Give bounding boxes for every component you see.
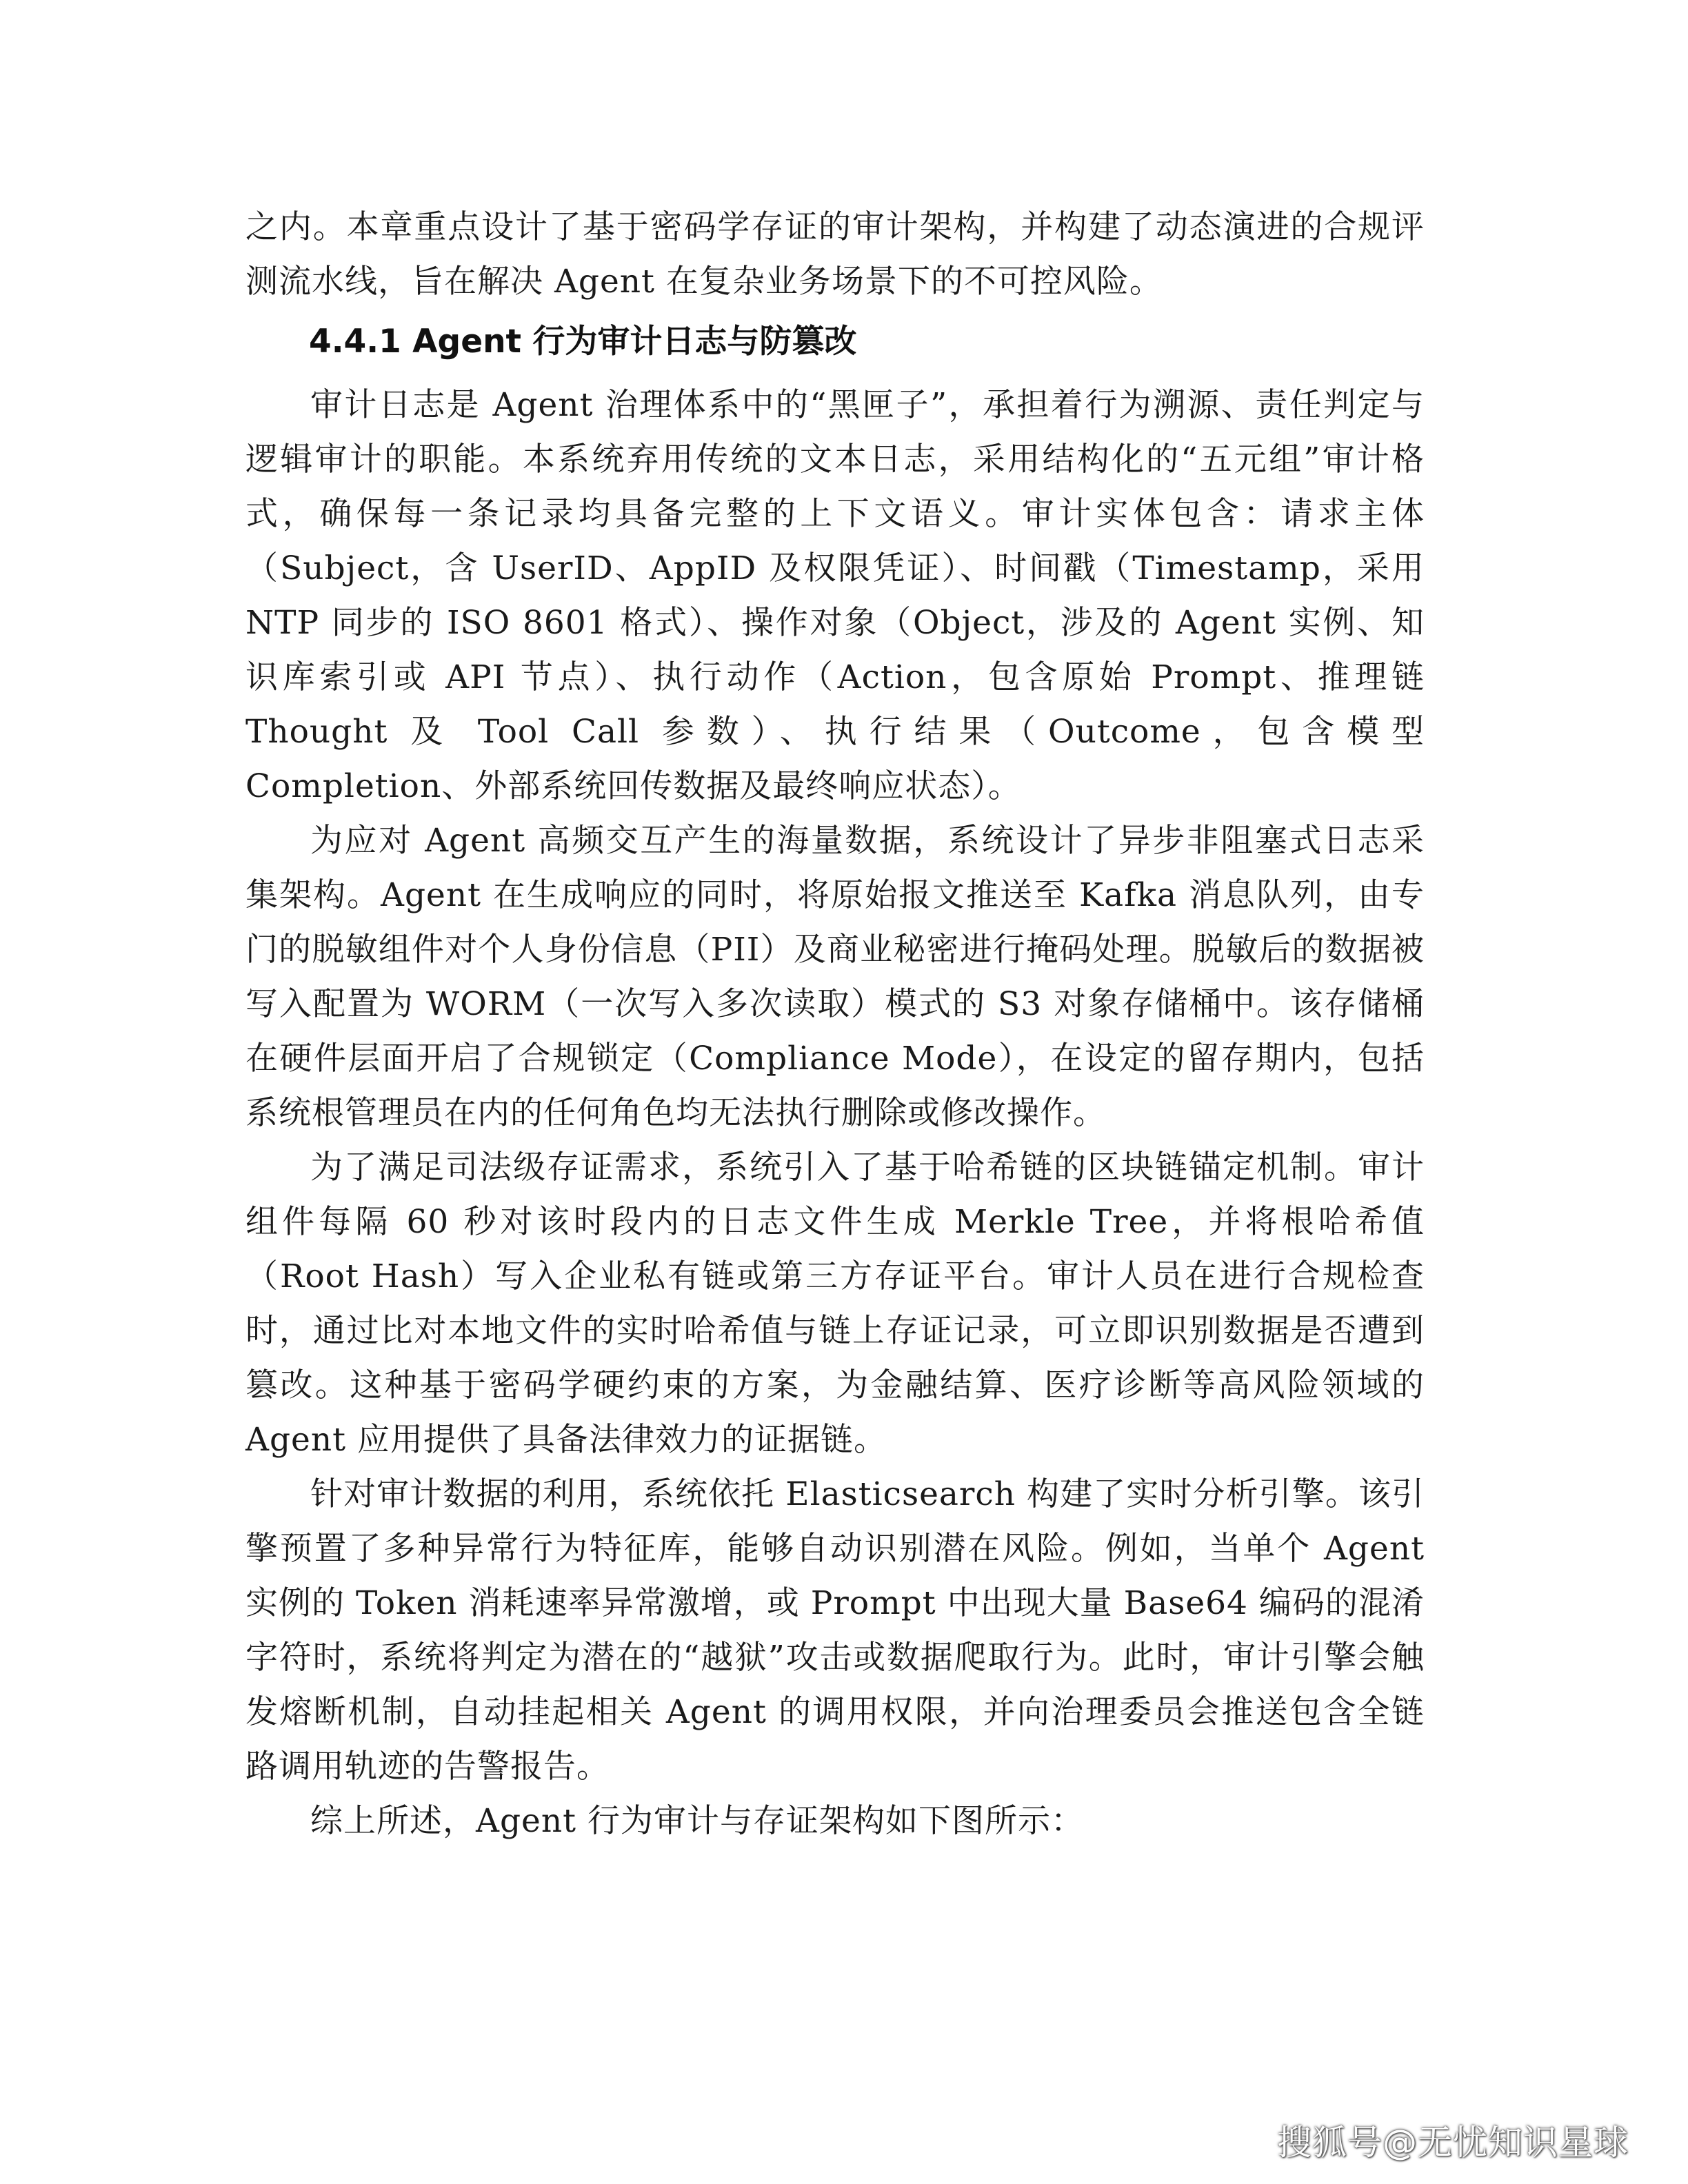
paragraph-audit-log-format: 审计日志是 Agent 治理体系中的“黑匣子”，承担着行为溯源、责任判定与逻辑审计的职能。本系统弃用传统的文本日志，采用结构化的“五元组”审计格式，确保每一条记录均具备完整的上下文语义。审计实体包含：请求主体（Subject，含 UserID、AppID 及权限凭证）、时间戳（Timestamp，采用 NTP 同步的 ISO 8601 格式）、操作对象（Object，涉及的 Agent 实例、知识库索引或 API 节点）、执行动作（Action，包含原始 Prompt、推理链 Thought 及 Tool Call 参数）、执行结果（Outcome，包含模型 Completion、外部系统回传数据及最终响应状态）。 (245, 386, 1425, 805)
paragraph-async-collection: 为应对 Agent 高频交互产生的海量数据，系统设计了异步非阻塞式日志采集架构。Agent 在生成响应的同时，将原始报文推送至 Kafka 消息队列，由专门的脱敏组件对个人身份信息（PII）及商业秘密进行掩码处理。脱敏后的数据被写入配置为 WORM（一次写入多次读取）模式的 S3 对象存储桶中。该存储桶在硬件层面开启了合规锁定（Compliance Mode），在设定的留存期内，包括系统根管理员在内的任何角色均无法执行删除或修改操作。 (245, 822, 1425, 1132)
paragraph-realtime-analysis: 针对审计数据的利用，系统依托 Elasticsearch 构建了实时分析引擎。该引擎预置了多种异常行为特征库，能够自动识别潜在风险。例如，当单个 Agent 实例的 Token 消耗速率异常激增，或 Prompt 中出现大量 Base64 编码的混淆字符时，系统将判定为潜在的“越狱”攻击或数据爬取行为。此时，审计引擎会触发熔断机制，自动挂起相关 Agent 的调用权限，并向治理委员会推送包含全链路调用轨迹的告警报告。 (245, 1475, 1425, 1786)
document-body (245, 200, 1425, 1848)
paragraph-blockchain-anchoring: 为了满足司法级存证需求，系统引入了基于哈希链的区块链锚定机制。审计组件每隔 60 秒对该时段内的日志文件生成 Merkle Tree，并将根哈希值（Root Hash）写入企业私有链或第三方存证平台。审计人员在进行合规检查时，通过比对本地文件的实时哈希值与链上存证记录，可立即识别数据是否遭到篡改。这种基于密码学硬约束的方案，为金融结算、医疗诊断等高风险领域的 Agent 应用提供了具备法律效力的证据链。 (245, 1149, 1425, 1459)
paragraph-summary: 综上所述，Agent 行为审计与存证架构如下图所示： (310, 1802, 1084, 1840)
intro-paragraph: 之内。本章重点设计了基于密码学存证的审计架构，并构建了动态演进的合规评测流水线，旨在解决 Agent 在复杂业务场景下的不可控风险。 (245, 208, 1425, 301)
watermark: 搜狐号@无忧知识星球 (1277, 2123, 1629, 2163)
section-heading: 4.4.1 Agent 行为审计日志与防篡改 (309, 323, 857, 361)
